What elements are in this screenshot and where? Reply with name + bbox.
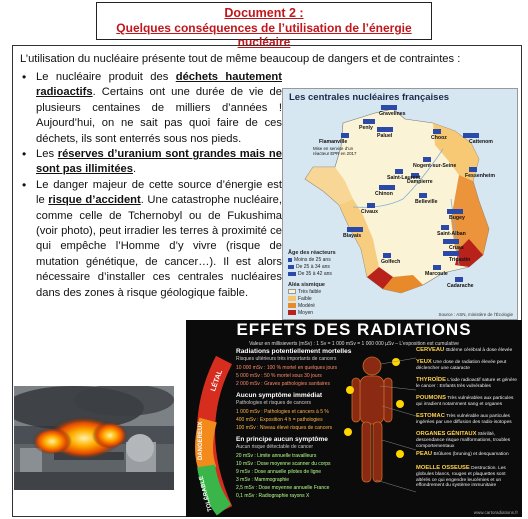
- section-subheading: Risques ultérieurs très importants de cancers: [236, 356, 337, 362]
- section-heading: Aucun symptôme immédiat: [236, 392, 323, 399]
- legend-seismic-item: Faible: [288, 296, 312, 302]
- city-label: Paluel: [377, 133, 393, 139]
- dose-line: 20 mSv : Limite annuelle travailleurs: [236, 453, 317, 459]
- document-title: Quelques conséquences de l’utilisation de l’énergie nucléaire: [116, 21, 412, 49]
- fire-photo-graphic: [14, 386, 174, 490]
- city-label: Cadarache: [447, 283, 474, 289]
- key-phrase: réserves d’uranium sont grandes mais ne sont pas illimitées: [36, 148, 282, 176]
- legend-age-item: Moins de 25 ans: [288, 257, 331, 263]
- list-item: • Le danger majeur de cette source d’énergie est le risque d’accident. Une catastrophe nucléaire, comme celle de Tchernobyl ou de Fukushima (voir photo), peut irradier les terres à proximité ce qui empêche l’Homme d’y vivre (risque de mutation génétique, de cancer…). Il est alors nécessaire d’installer ces centrales nucléaires dans des zones à risque géologique faible.: [20, 178, 282, 301]
- list-item: • Le nucléaire produit des déchets hautement radioactifs. Certains ont une durée de vie de plusieurs centaines de milliers d’années ! Aujourd’hui, on ne sait pas quoi faire de ces déchets, ils sont enterrés sous nos pieds.: [20, 70, 282, 147]
- organ-effect-stomach: ESTOMAC Très vulnérable aux particules ingérées par une diffusion des radio-isotopes: [416, 413, 512, 425]
- consequences-list: [20, 70, 282, 301]
- city-label: Chinon: [375, 191, 393, 197]
- city-label: Fessenheim: [465, 173, 495, 179]
- city-label: Golfech: [381, 259, 401, 265]
- section-heading: En principe aucun symptôme: [236, 436, 328, 443]
- city-label: Dampierre: [407, 179, 433, 185]
- legend-seismic-item: Modéré: [288, 303, 315, 309]
- legend-seismic-item: Très faible: [288, 289, 321, 295]
- key-phrase: risque d’accident: [48, 194, 141, 207]
- dose-line: 2 000 mSv : Graves pathologies sanitaires: [236, 381, 330, 387]
- dose-line: 1 000 mSv : Pathologies et cancers à 5 %: [236, 409, 329, 415]
- city-label: Chooz: [431, 135, 447, 141]
- section-heading: Radiations potentiellement mortelles: [236, 348, 352, 355]
- city-label: Blayais: [343, 233, 362, 239]
- organ-effect-bone-marrow: MOELLE OSSEUSE Destruction. Les globules blancs, rouges et plaquettes sont altérés ce qui engendre leucémies et un effondrement du système immunitaire: [416, 465, 506, 489]
- legend-age-item: De 35 à 42 ans: [288, 271, 332, 277]
- city-label: Cruas: [449, 245, 464, 251]
- legend-age-item: De 25 à 34 ans: [288, 264, 330, 270]
- organ-effect-skin: PEAU Brûlures (bruning) et desquamation: [416, 451, 509, 457]
- dose-line: 10 000 mSv : 100 % mortel en quelques jours: [236, 365, 338, 371]
- dose-line: 2,5 mSv : Dose moyenne annuelle France: [236, 485, 330, 491]
- key-phrase: déchets hautement radioactifs: [36, 71, 282, 99]
- infographic-credit: www.cartoradiations.fr: [473, 510, 518, 515]
- organ-effect-eyes: YEUX Une dose de radiation élevée peut déclencher une cataracte: [416, 359, 507, 371]
- city-label: Cattenom: [469, 139, 493, 145]
- city-label: Bugey: [449, 215, 465, 221]
- dose-line: 9 mSv : Dose annuelle pilotes de ligne: [236, 469, 322, 475]
- city-label: Belleville: [415, 199, 438, 205]
- intro-text: L’utilisation du nucléaire présente tout de même beaucoup de dangers et de contraintes :: [20, 53, 461, 65]
- dose-line: 100 mSv : Niveau élevé risques de cancers: [236, 425, 333, 431]
- organ-effect-lungs: POUMONS Très vulnérables aux particules qui irradient notamment sang et organes: [416, 395, 514, 407]
- city-label: Flamanville: [319, 139, 348, 145]
- fukushima-fire-photo: [14, 386, 174, 490]
- infographic-title: EFFETS DES RADIATIONS: [236, 320, 472, 339]
- document-label: Document 2 :: [224, 6, 304, 20]
- infographic-subtitle: Valeur en millisieverts (mSv) : 1 Sv = 1 000 mSv = 1 000 000 µSv – L’exposition est cumulative: [249, 341, 459, 347]
- city-label: Civaux: [361, 209, 379, 215]
- organ-effect-thyroid: THYROÏDE L’iode radioactif sature et génère le cancer : Enfants très vulnérables: [416, 377, 517, 389]
- section-subheading: Aucun risque détectable de cancer: [236, 444, 313, 450]
- legend-seismic-title: Aléa sismique: [288, 282, 325, 288]
- radiation-effects-infographic: [186, 320, 522, 517]
- list-item: • Les réserves d’uranium sont grandes mais ne sont pas illimitées.: [20, 147, 282, 178]
- dose-line: 5 000 mSv : 50 % mortel sous 30 jours: [236, 373, 322, 379]
- gauge-dangerous-label: DANGEREUX: [198, 421, 204, 460]
- gauge-lethal-label: LÉTAL: [210, 369, 225, 393]
- dose-line: 3 mSv : Mammographie: [236, 477, 290, 483]
- gauge-tolerable-label: TOLÉRABLE: [198, 475, 214, 512]
- city-label: Marcoule: [425, 271, 448, 277]
- legend-seismic-item: Moyen: [288, 310, 313, 316]
- city-label: Penly: [359, 125, 373, 131]
- dose-line: 10 mSv : Dose moyenne scanner du corps: [236, 461, 331, 467]
- map-source: Source : ASN, ministère de l’Écologie: [438, 312, 513, 317]
- city-label: Saint-Laurent: [387, 175, 421, 181]
- city-label: Gravelines: [379, 111, 406, 117]
- epr-note: Mise en service d’un réacteur EPR en 2017: [313, 146, 357, 156]
- organ-effect-genitals: ORGANES GÉNITAUX Stérilité, descendance risque malformations, troubles comportementaux: [416, 431, 511, 449]
- city-label: Saint-Alban: [437, 231, 466, 237]
- legend-age-title: Âge des réacteurs: [288, 250, 336, 256]
- section-subheading: Pathologies et risques de cancers: [236, 400, 312, 406]
- city-label: Tricastin: [449, 257, 471, 263]
- organ-effect-brain: CERVEAU Œdème cérébral à dose élevée: [416, 347, 513, 353]
- france-nuclear-map: [282, 88, 518, 320]
- map-title: Les centrales nucléaires françaises: [289, 92, 450, 103]
- dose-line: 0,1 mSv : Radiographie rayons X: [236, 493, 310, 499]
- city-label: Nogent-sur-Seine: [413, 163, 457, 169]
- document-header: [96, 2, 432, 49]
- dose-line: 400 mSv : Exposition 4 h = pathologies: [236, 417, 323, 423]
